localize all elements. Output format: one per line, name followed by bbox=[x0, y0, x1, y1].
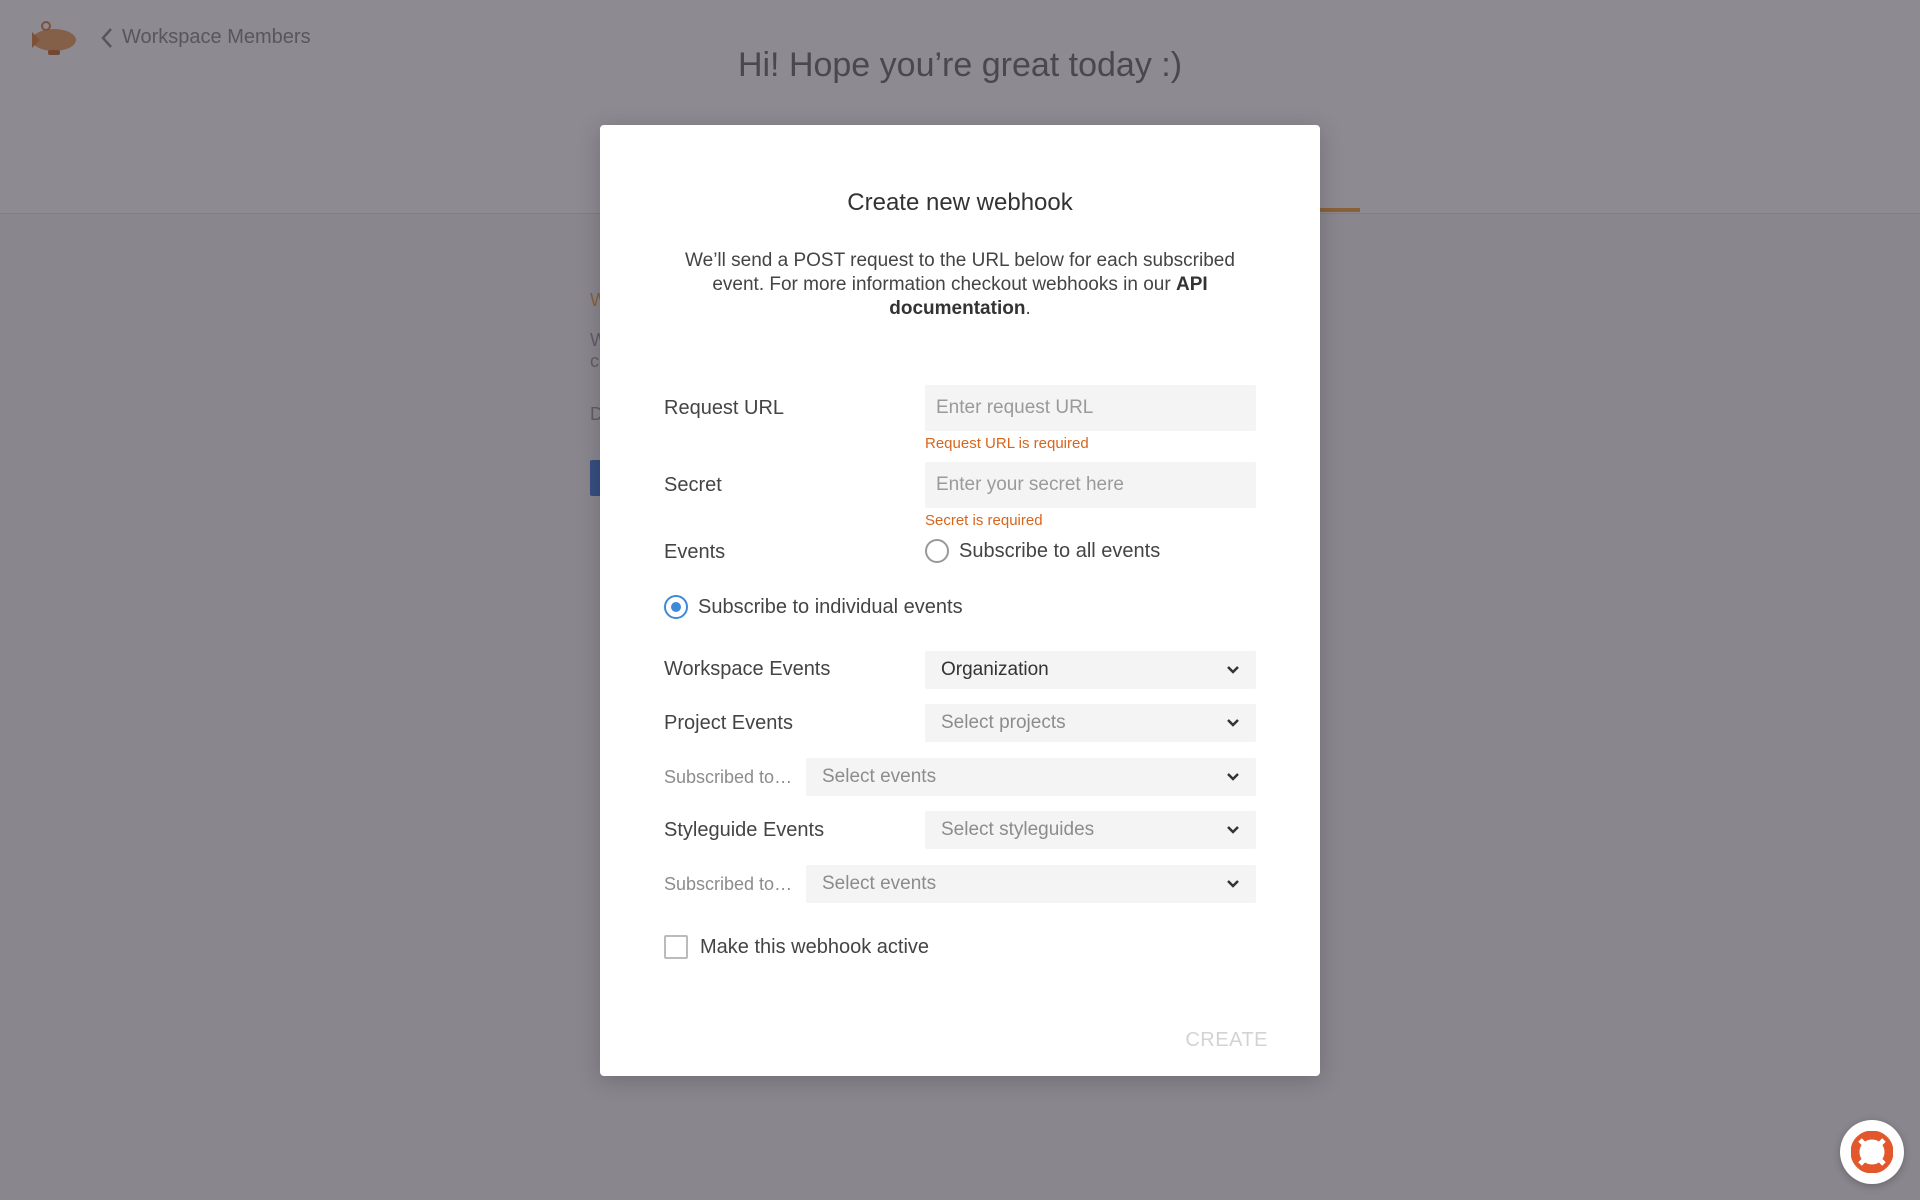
active-checkbox-row[interactable] bbox=[664, 935, 929, 959]
active-checkbox[interactable] bbox=[664, 935, 688, 959]
chevron-down-icon bbox=[1226, 825, 1240, 835]
subscribe-individual-option[interactable] bbox=[664, 595, 963, 619]
secret-error: Secret is required bbox=[925, 512, 1043, 529]
project-subscribed-select[interactable] bbox=[806, 758, 1256, 796]
description-end: . bbox=[1025, 298, 1031, 319]
styleguide-events-label: Styleguide Events bbox=[664, 819, 825, 841]
chevron-down-icon bbox=[1226, 665, 1240, 675]
subscribe-individual-radio[interactable] bbox=[664, 595, 688, 619]
modal-description bbox=[672, 249, 1248, 321]
subscribe-all-radio[interactable] bbox=[925, 539, 949, 563]
events-label: Events bbox=[664, 541, 726, 563]
workspace-events-value: Organization bbox=[941, 659, 1049, 680]
subscribe-individual-label: Subscribe to individual events bbox=[698, 595, 963, 618]
project-subscribed-label: Subscribed to… bbox=[664, 767, 793, 787]
secret-label: Secret bbox=[664, 474, 722, 496]
create-webhook-modal bbox=[600, 125, 1320, 1076]
styleguide-subscribed-select[interactable] bbox=[806, 865, 1256, 903]
modal-title: Create new webhook bbox=[847, 189, 1073, 216]
chevron-down-icon bbox=[1226, 718, 1240, 728]
project-subscribed-placeholder: Select events bbox=[822, 766, 937, 787]
active-checkbox-label: Make this webhook active bbox=[700, 935, 930, 958]
workspace-events-select[interactable] bbox=[925, 651, 1256, 689]
project-events-label: Project Events bbox=[664, 712, 793, 734]
project-events-select[interactable] bbox=[925, 704, 1256, 742]
workspace-events-label: Workspace Events bbox=[664, 658, 831, 680]
project-events-placeholder: Select projects bbox=[941, 712, 1066, 733]
styleguide-subscribed-placeholder: Select events bbox=[822, 873, 937, 894]
lifebuoy-icon bbox=[1851, 1131, 1893, 1173]
chevron-down-icon bbox=[1226, 879, 1240, 889]
request-url-input[interactable] bbox=[925, 385, 1256, 431]
secret-input[interactable] bbox=[925, 462, 1256, 508]
subscribe-all-label: Subscribe to all events bbox=[959, 539, 1161, 562]
create-button[interactable]: CREATE bbox=[1185, 1029, 1268, 1051]
request-url-error: Request URL is required bbox=[925, 435, 1089, 452]
styleguide-events-placeholder: Select styleguides bbox=[941, 819, 1095, 840]
request-url-label: Request URL bbox=[664, 397, 785, 419]
styleguide-subscribed-label: Subscribed to… bbox=[664, 874, 793, 894]
chevron-down-icon bbox=[1226, 772, 1240, 782]
api-documentation-link[interactable]: API documentation bbox=[889, 274, 1208, 319]
styleguide-events-select[interactable] bbox=[925, 811, 1256, 849]
description-text: We’ll send a POST request to the URL below for each subscribed event. For more information checkout webhooks in our bbox=[685, 250, 1235, 295]
help-button[interactable] bbox=[1840, 1120, 1904, 1184]
subscribe-all-option[interactable] bbox=[925, 539, 1160, 563]
